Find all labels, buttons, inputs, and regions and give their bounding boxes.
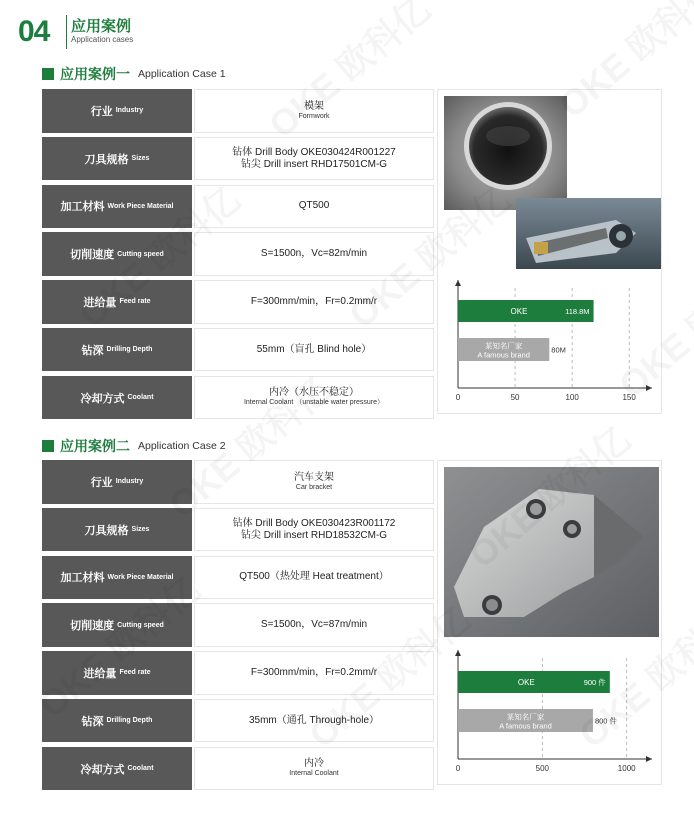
section-title-en: Application cases bbox=[71, 35, 134, 45]
x-tick-label: 100 bbox=[565, 393, 579, 402]
spec-label-en: Cutting speed bbox=[117, 250, 164, 258]
spec-label-zh: 行业 bbox=[90, 476, 113, 489]
bar-category-label: 某知名厂家 bbox=[484, 341, 523, 351]
spec-value bbox=[194, 460, 434, 504]
spec-row bbox=[42, 460, 434, 504]
green-square-icon bbox=[42, 440, 54, 452]
spec-label-en: Work Piece Material bbox=[107, 573, 174, 581]
x-tick-label: 500 bbox=[535, 764, 550, 773]
bar-chart-svg bbox=[446, 274, 658, 410]
case-1-title bbox=[42, 65, 226, 83]
spec-value-line: F=300mm/min，Fr=0.2mm/r bbox=[250, 666, 378, 678]
spec-label bbox=[42, 651, 192, 695]
x-axis-arrow-icon bbox=[646, 385, 652, 391]
car-bracket-photo bbox=[444, 467, 659, 637]
spec-row bbox=[42, 699, 434, 743]
spec-label-en: Cutting speed bbox=[117, 621, 164, 629]
spec-label-zh: 刀具规格 bbox=[84, 153, 129, 166]
spec-label-en: Work Piece Material bbox=[107, 202, 174, 210]
spec-value-line: 钻体 Drill Body OKE030424R001227 bbox=[232, 146, 396, 158]
bar-category-label: OKE bbox=[510, 307, 528, 316]
spec-label-zh: 钻深 bbox=[81, 715, 104, 728]
spec-value-line: 钻体 Drill Body OKE030423R001172 bbox=[232, 517, 396, 529]
x-tick-label: 150 bbox=[622, 393, 636, 402]
spec-label bbox=[42, 460, 192, 504]
spec-label bbox=[42, 556, 192, 600]
bar-category-label: OKE bbox=[517, 678, 535, 687]
spec-label bbox=[42, 699, 192, 743]
spec-label-en: Coolant bbox=[127, 394, 154, 402]
spec-label bbox=[42, 232, 192, 276]
spec-value bbox=[194, 232, 434, 276]
case-title-en: Application Case 2 bbox=[138, 440, 226, 452]
spec-label bbox=[42, 747, 192, 791]
y-axis-arrow-icon bbox=[455, 650, 461, 656]
bar-category-label-en: A famous brand bbox=[477, 350, 530, 360]
case-2-chart bbox=[446, 644, 658, 781]
spec-value bbox=[194, 603, 434, 647]
spec-value-line: 钻尖 Drill insert RHD17501CM-G bbox=[240, 158, 388, 170]
spec-label-zh: 行业 bbox=[90, 105, 113, 118]
spec-row bbox=[42, 89, 434, 133]
spec-value bbox=[194, 556, 434, 600]
spec-label-zh: 切削速度 bbox=[70, 249, 115, 262]
spec-value bbox=[194, 699, 434, 743]
bar-value-label: 800 件 bbox=[594, 716, 618, 726]
drill-tool-photo bbox=[516, 198, 661, 269]
case-1-chart bbox=[446, 274, 658, 410]
header-divider bbox=[66, 15, 67, 49]
spec-label-zh: 冷却方式 bbox=[80, 763, 125, 776]
spec-row bbox=[42, 137, 434, 181]
spec-label-zh: 刀具规格 bbox=[84, 524, 129, 537]
spec-value bbox=[194, 651, 434, 695]
spec-value-line: QT500（热处理 Heat treatment） bbox=[239, 571, 389, 583]
spec-row bbox=[42, 232, 434, 276]
spec-value bbox=[194, 328, 434, 372]
x-tick-label: 0 bbox=[455, 393, 461, 402]
spec-label-zh: 加工材料 bbox=[60, 201, 105, 214]
x-tick-label: 1000 bbox=[617, 764, 636, 773]
spec-value-sub: Internal Coolant （unstable water pressure） bbox=[243, 399, 385, 407]
spec-row bbox=[42, 328, 434, 372]
spec-label-zh: 进给量 bbox=[83, 667, 117, 680]
spec-value-sub: Formwork bbox=[298, 112, 330, 120]
case-1-media-panel bbox=[437, 89, 662, 414]
spec-label-en: Industry bbox=[115, 478, 144, 486]
spec-value-line: S=1500n，Vc=82m/min bbox=[260, 248, 368, 260]
spec-value bbox=[194, 89, 434, 133]
spec-row bbox=[42, 280, 434, 324]
case-1-spec-table bbox=[42, 89, 434, 424]
section-title-zh: 应用案例 bbox=[71, 17, 132, 35]
spec-value-line: 55mm（盲孔 Blind hole） bbox=[256, 343, 372, 355]
spec-label-en: Sizes bbox=[131, 526, 150, 534]
spec-value bbox=[194, 376, 434, 420]
spec-label bbox=[42, 328, 192, 372]
case-2-title bbox=[42, 437, 226, 455]
spec-row bbox=[42, 508, 434, 552]
spec-label-en: Feed rate bbox=[119, 298, 151, 306]
case-title-en: Application Case 1 bbox=[138, 68, 226, 80]
case-title-zh: 应用案例一 bbox=[60, 66, 130, 82]
x-axis-arrow-icon bbox=[646, 756, 652, 762]
x-tick-label: 50 bbox=[510, 393, 520, 402]
spec-value-sub: Car bracket bbox=[295, 483, 333, 491]
drill-hole-photo bbox=[444, 96, 567, 210]
spec-label bbox=[42, 376, 192, 420]
spec-label bbox=[42, 89, 192, 133]
spec-value bbox=[194, 137, 434, 181]
spec-row bbox=[42, 376, 434, 420]
spec-value bbox=[194, 185, 434, 229]
spec-label-en: Drilling Depth bbox=[106, 717, 153, 725]
spec-value-line: F=300mm/min，Fr=0.2mm/r bbox=[250, 295, 378, 307]
spec-value-line: S=1500n，Vc=87m/min bbox=[260, 619, 368, 631]
spec-label-en: Industry bbox=[115, 107, 144, 115]
spec-value bbox=[194, 508, 434, 552]
spec-value-line: 汽车支架 bbox=[294, 471, 334, 483]
spec-value-sub: Internal Coolant bbox=[289, 770, 339, 778]
section-number: 04 bbox=[18, 15, 50, 48]
section-header bbox=[18, 12, 133, 52]
spec-label bbox=[42, 185, 192, 229]
spec-value-line: 模架 bbox=[304, 100, 324, 112]
bar-category-label: 某知名厂家 bbox=[506, 712, 545, 722]
spec-label-en: Feed rate bbox=[119, 669, 151, 677]
spec-value bbox=[194, 747, 434, 791]
spec-label-zh: 钻深 bbox=[81, 344, 104, 357]
y-axis-arrow-icon bbox=[455, 280, 461, 286]
spec-value-line: 35mm（通孔 Through-hole） bbox=[248, 714, 380, 726]
case-2-spec-table bbox=[42, 460, 434, 795]
spec-row bbox=[42, 651, 434, 695]
spec-row bbox=[42, 556, 434, 600]
case-2-media-panel bbox=[437, 460, 662, 785]
spec-value bbox=[194, 280, 434, 324]
spec-label-zh: 加工材料 bbox=[60, 572, 105, 585]
spec-value-line: 内冷（水压不稳定） bbox=[269, 387, 359, 399]
spec-label-zh: 冷却方式 bbox=[80, 392, 125, 405]
spec-label-en: Coolant bbox=[127, 765, 154, 773]
spec-value-line: 钻尖 Drill insert RHD18532CM-G bbox=[240, 529, 388, 541]
section-title-block bbox=[71, 19, 133, 45]
bar-value-label: 118.8M bbox=[565, 307, 590, 316]
bar-category-label-en: A famous brand bbox=[499, 721, 552, 731]
spec-label-zh: 切削速度 bbox=[70, 620, 115, 633]
case-title-zh: 应用案例二 bbox=[60, 438, 130, 454]
spec-label bbox=[42, 603, 192, 647]
spec-value-line: 内冷 bbox=[304, 758, 324, 770]
green-square-icon bbox=[42, 68, 54, 80]
spec-label bbox=[42, 280, 192, 324]
spec-row bbox=[42, 603, 434, 647]
spec-label bbox=[42, 137, 192, 181]
bar-value-label: 80M bbox=[551, 345, 566, 355]
spec-row bbox=[42, 185, 434, 229]
spec-label-en: Sizes bbox=[131, 155, 150, 163]
spec-row bbox=[42, 747, 434, 791]
spec-label-zh: 进给量 bbox=[83, 296, 117, 309]
spec-label-en: Drilling Depth bbox=[106, 346, 153, 354]
bar-chart-svg bbox=[446, 644, 658, 781]
bar-value-label: 900 件 bbox=[583, 678, 606, 687]
spec-label bbox=[42, 508, 192, 552]
spec-value-line: QT500 bbox=[298, 200, 330, 212]
x-tick-label: 0 bbox=[455, 764, 461, 773]
